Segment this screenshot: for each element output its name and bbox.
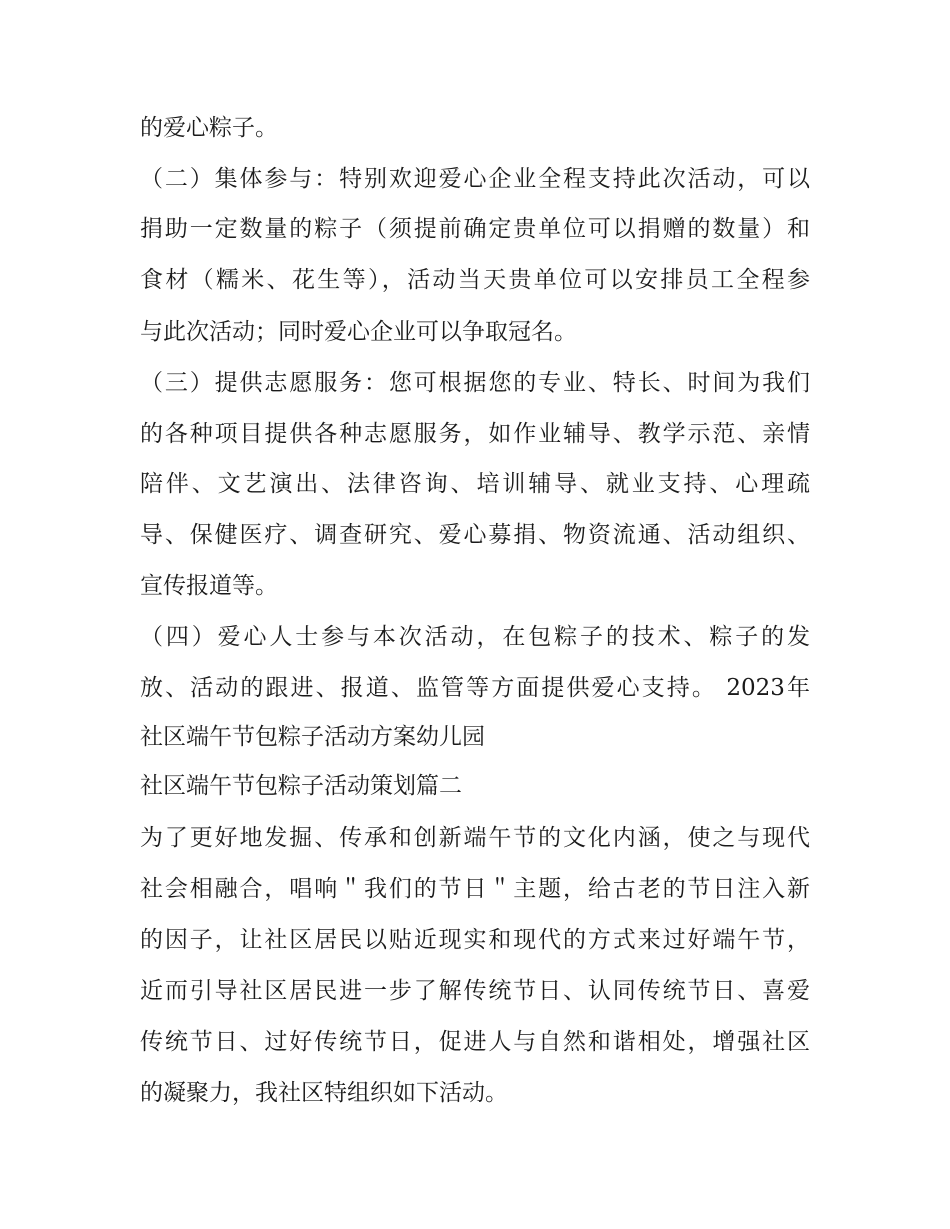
text-line: 食材（糯米、花生等），活动当天贵单位可以安排员工全程参 <box>140 267 810 293</box>
text-line: 宣传报道等。 <box>140 573 278 599</box>
text-line: 为了更好地发掘、传承和创新端午节的文化内涵，使之与现代 <box>140 825 810 851</box>
text-line: 近而引导社区居民进一步了解传统节日、认同传统节日、喜爱 <box>140 978 810 1004</box>
text-line: （四）爱心人士参与本次活动，在包粽子的技术、粽子的发 <box>140 624 810 650</box>
text-line: 与此次活动；同时爱心企业可以争取冠名。 <box>140 319 577 345</box>
text-line: 的凝聚力，我社区特组织如下活动。 <box>140 1080 508 1106</box>
text-line: 的各种项目提供各种志愿服务，如作业辅导、教学示范、亲情 <box>140 421 810 447</box>
text-line: 的因子，让社区居民以贴近现实和现代的方式来过好端午节， <box>140 927 810 953</box>
text-line: 放、活动的跟进、报道、监管等方面提供爱心支持。 2023年 <box>140 675 810 701</box>
text-line: 陪伴、文艺演出、法律咨询、培训辅导、就业支持、心理疏 <box>140 471 810 497</box>
text-line: 社会相融合，唱响＂我们的节日＂主题，给古老的节日注入新 <box>140 876 810 902</box>
text-line: 捐助一定数量的粽子（须提前确定贵单位可以捐赠的数量）和 <box>140 216 810 242</box>
text-line: 导、保健医疗、调查研究、爱心募捐、物资流通、活动组织、 <box>140 522 810 548</box>
text-line: （三）提供志愿服务：您可根据您的专业、特长、时间为我们 <box>140 370 810 396</box>
text-line: 社区端午节包粽子活动策划篇二 <box>140 773 462 799</box>
text-line: 社区端午节包粽子活动方案幼儿园 <box>140 724 485 750</box>
text-line: 的爱心粽子。 <box>140 115 278 141</box>
text-line: （二）集体参与：特别欢迎爱心企业全程支持此次活动，可以 <box>140 166 810 192</box>
text-line: 传统节日、过好传统节日，促进人与自然和谐相处，增强社区 <box>140 1029 810 1055</box>
